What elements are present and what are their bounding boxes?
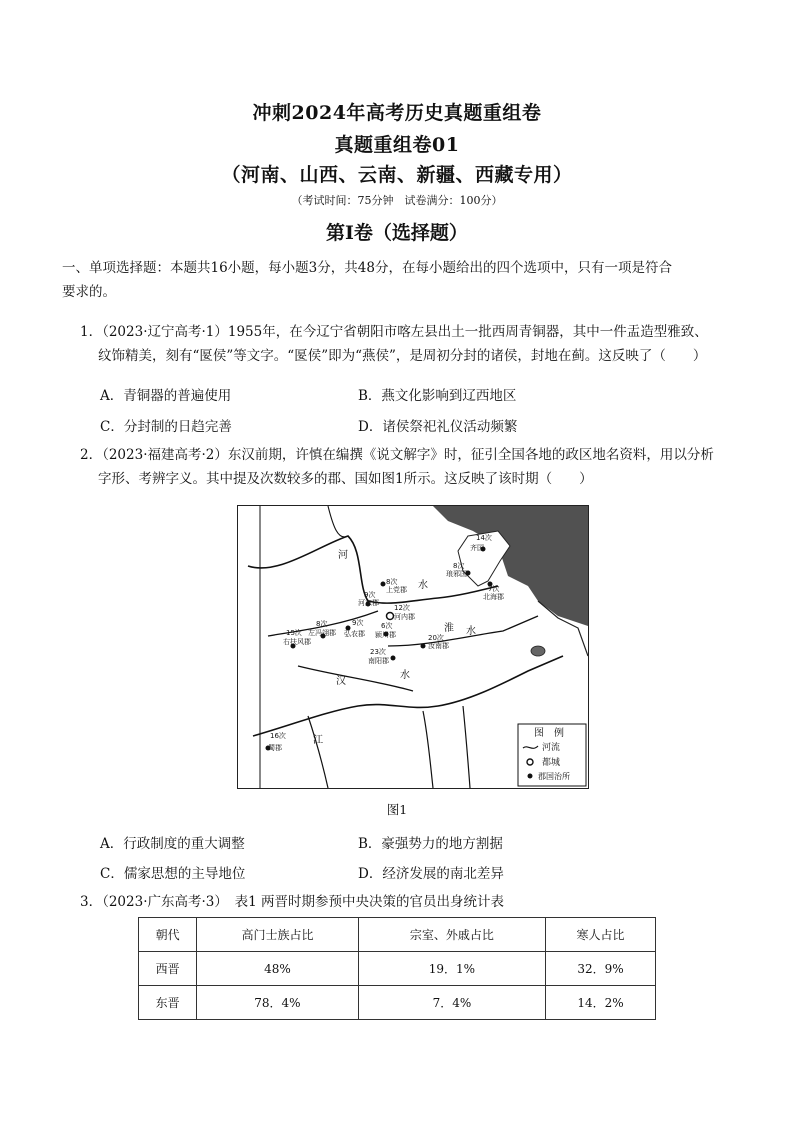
marker-capital (387, 613, 394, 620)
gan-river (463, 706, 470, 788)
label-shu: 蜀郡 (268, 744, 282, 752)
label-langya-count: 8次 (453, 562, 465, 570)
label-nanyang: 南阳郡 (368, 657, 389, 665)
legend-seat-symbol (528, 774, 533, 779)
label-youfufeng-count: 15次 (286, 629, 302, 637)
table-cell: 32．9% (546, 952, 656, 986)
label-hedong-count: 9次 (364, 591, 376, 599)
q1-option-c[interactable]: C．分封制的日趋完善 (100, 419, 232, 435)
paper-title: 冲刺2024年高考历史真题重组卷 (252, 102, 542, 124)
label-han: 汉 (336, 676, 346, 687)
q1-option-a[interactable]: A．青铜器的普遍使用 (100, 388, 232, 404)
part-intro (62, 256, 742, 304)
figure-caption: 图1 (386, 802, 408, 817)
table-cell: 19．1% (358, 952, 545, 986)
q2-option-b[interactable]: B．豪强势力的地方割据 (358, 836, 503, 852)
paper-regions: （河南、山西、云南、新疆、西藏专用） (221, 164, 573, 186)
xiang-river (423, 711, 433, 788)
marker-runan (421, 644, 426, 649)
q2-option-a[interactable]: A．行政制度的重大调整 (100, 836, 245, 852)
label-jiang: 江 (313, 735, 323, 746)
label-langya: 琅邪国 (446, 570, 467, 578)
q2-stem-line2: 字形、考辨字义。其中提及次数较多的郡、国如图1所示。这反映了该时期（ ） (98, 471, 593, 487)
label-youfufeng: 右扶风郡 (283, 638, 311, 646)
part-intro-line2: 要求的。 (62, 284, 116, 300)
label-he-river: 河 (338, 550, 348, 561)
table-header-row (139, 918, 656, 952)
label-henei-count: 12次 (394, 604, 410, 612)
tributary-north (328, 506, 348, 537)
question-3-stem: 3．（2023·广东高考·3） 表1 两晋时期参预中央决策的官员出身统计表 (80, 894, 504, 910)
legend-capital-symbol (527, 759, 533, 765)
q1-option-b[interactable]: B．燕文化影响到辽西地区 (358, 388, 517, 404)
table-cell: 14．2% (546, 986, 656, 1020)
section-title: 第I卷（选择题） (326, 222, 468, 244)
question-2-stem (80, 443, 745, 491)
table-cell: 东晋 (139, 986, 197, 1020)
table-header-cell: 朝代 (139, 918, 197, 952)
legend-title: 图 例 (534, 728, 564, 739)
table-cell: 48% (197, 952, 359, 986)
marker-nanyang (391, 656, 396, 661)
label-hongnong-count: 9次 (352, 619, 364, 627)
q1-stem-line2: 纹饰精美，刻有“匽侯”等文字。“匽侯”即为“燕侯”，是周初分封的诸侯，封地在蓟。这反映了（ ） (98, 348, 707, 364)
label-zuopingyi-count: 8次 (316, 620, 328, 628)
label-huai: 淮 (444, 623, 454, 634)
label-beihai: 北海郡 (483, 593, 504, 601)
legend-capital: 都城 (542, 758, 561, 768)
label-hongnong: 弘农郡 (344, 630, 365, 638)
q1-stem-line1: 1．（2023·辽宁高考·1）1955年，在今辽宁省朝阳市喀左县出土一批西周青铜器，其中一件盂造型雅致、 (80, 324, 708, 340)
question-1-stem (80, 320, 745, 368)
legend-seat: 郡国治所 (538, 772, 570, 781)
legend-river: 河流 (542, 743, 561, 753)
island (531, 646, 545, 656)
table-header-cell: 高门士族占比 (197, 918, 359, 952)
label-henei: 河内郡 (394, 613, 415, 621)
han-map-figure (237, 505, 589, 789)
label-yingchuan: 颍川郡 (375, 631, 396, 639)
label-runan: 汝南郡 (428, 642, 449, 650)
map-svg (238, 506, 588, 788)
map-legend (518, 724, 586, 786)
label-shangdang: 上党郡 (386, 586, 407, 594)
table-header-cell: 寒人占比 (546, 918, 656, 952)
q2-option-d[interactable]: D．经济发展的南北差异 (358, 866, 504, 882)
label-zuopingyi: 左冯翊郡 (308, 629, 336, 637)
table-row (139, 952, 656, 986)
exam-info: （考试时间：75分钟 试卷满分：100分） (291, 194, 503, 207)
label-shui-3: 水 (400, 670, 410, 681)
label-qi: 齐国 (470, 544, 484, 552)
label-nanyang-count: 23次 (370, 648, 386, 656)
label-shui-2: 水 (466, 626, 476, 637)
han-river (298, 666, 413, 691)
label-shangdang-count: 8次 (386, 578, 398, 586)
label-shui-1: 水 (418, 580, 428, 591)
table-header-cell: 宗室、外戚占比 (358, 918, 545, 952)
officials-origin-table (138, 917, 656, 1020)
jiang-tributary (308, 716, 328, 788)
label-hedong: 河东郡 (358, 599, 379, 607)
yangtze-river (253, 656, 563, 736)
label-qi-count: 14次 (476, 534, 492, 542)
part-intro-line1: 一、单项选择题：本题共16小题，每小题3分，共48分，在每小题给出的四个选项中，只有一项是符合 (62, 260, 672, 276)
paper-subtitle: 真题重组卷01 (334, 134, 460, 156)
table-cell: 7．4% (358, 986, 545, 1020)
label-yingchuan-count: 6次 (381, 622, 393, 630)
q2-option-c[interactable]: C．儒家思想的主导地位 (100, 866, 246, 882)
marker-shangdang (381, 582, 386, 587)
label-shu-count: 16次 (270, 732, 286, 740)
label-runan-count: 20次 (428, 634, 444, 642)
label-beihai-count: 7次 (488, 585, 500, 593)
table-row (139, 986, 656, 1020)
table-cell: 78．4% (197, 986, 359, 1020)
q2-stem-line1: 2．（2023·福建高考·2）东汉前期，许慎在编撰《说文解字》时，征引全国各地的政区地名资料，用以分析 (80, 447, 714, 463)
table-cell: 西晋 (139, 952, 197, 986)
q1-option-d[interactable]: D．诸侯祭祀礼仪活动频繁 (358, 419, 518, 435)
